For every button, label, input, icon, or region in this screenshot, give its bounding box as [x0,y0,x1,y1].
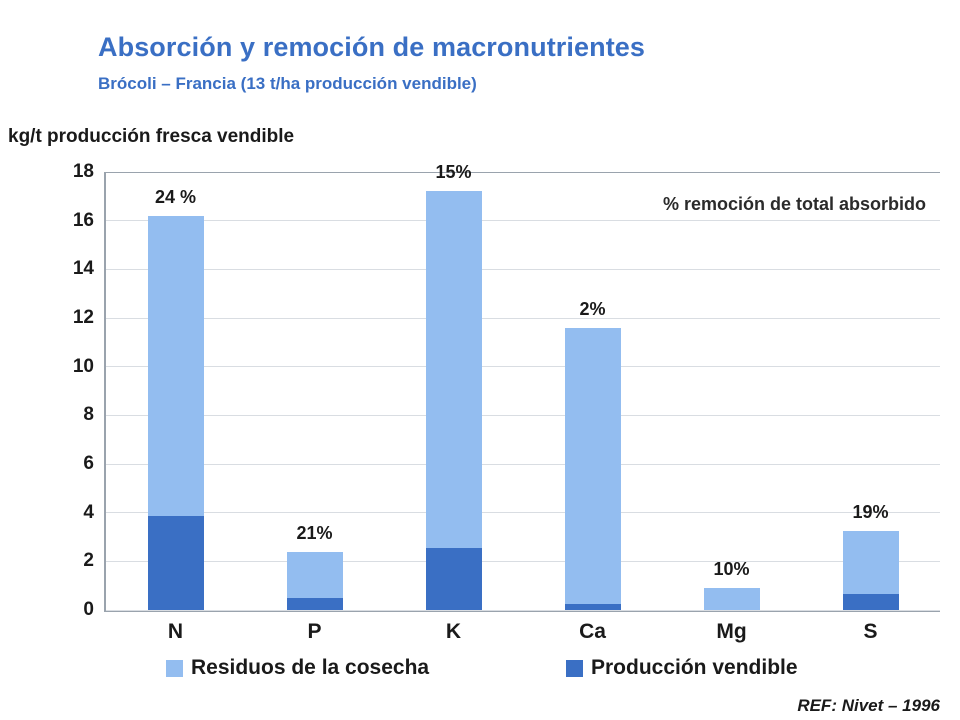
y-axis-tick-label: 10 [72,355,94,377]
y-axis-tick-label: 14 [72,258,94,280]
y-axis-tick-label: 0 [83,599,94,620]
bar-data-label: 2% [579,298,606,319]
bar-segment-produccion[interactable] [148,516,204,610]
legend-item-label: Producción vendible [591,656,798,679]
bar-group [245,172,384,643]
bar-group [801,172,940,643]
legend-swatch-icon [166,660,183,677]
bar-data-label: 24 % [154,186,197,207]
y-axis-tick-label: 4 [83,501,94,523]
x-axis-tick-label: P [307,620,322,643]
y-axis-tick-label: 12 [72,307,94,328]
x-axis-tick-label: Ca [579,620,606,643]
page-title: Absorción y remoción de macronutrientes [98,32,646,62]
bar-segment-residuos[interactable] [704,588,760,610]
y-axis-tick-label: 18 [72,161,94,182]
bar-segment-residuos[interactable] [287,552,343,598]
x-axis-tick-label: S [863,620,878,643]
bar-data-label: 15% [435,162,472,183]
y-axis-tick-label: 16 [72,209,94,231]
bar-group [523,172,662,643]
bar-group [106,172,245,643]
legend-item-label: Residuos de la cosecha [191,656,430,679]
bar-group [662,172,801,643]
bar-segment-produccion[interactable] [426,548,482,610]
x-axis-tick-label: N [167,620,184,643]
bar-data-label: 19% [852,501,889,522]
bar-segment-residuos[interactable] [565,328,621,604]
chart-legend [104,656,940,686]
bar-segment-residuos[interactable] [426,191,482,547]
page-subtitle: Brócoli – Francia (13 t/ha producción vendible) [98,74,477,93]
bar-segment-produccion[interactable] [287,598,343,610]
legend-item-residuos [166,656,429,680]
bar-data-label: 21% [296,522,333,543]
source-reference: REF: Nivet – 1996 [797,696,940,715]
x-axis-tick-label: Mg [716,620,747,643]
bar-segment-residuos[interactable] [148,216,204,517]
x-axis-tick-label: K [445,620,462,643]
chart-annotation: % remoción de total absorbido [662,194,926,214]
bar-segment-produccion[interactable] [843,594,899,610]
y-axis-tick-label: 2 [83,550,94,572]
bar-group [384,162,523,643]
chart-plot-area [72,161,940,643]
legend-swatch-icon [566,660,583,677]
y-axis-caption: kg/t producción fresca vendible [8,126,295,147]
y-axis-tick-label: 8 [83,404,94,426]
legend-item-produccion [566,656,798,680]
bar-segment-produccion[interactable] [565,604,621,610]
bar-segment-residuos[interactable] [843,531,899,594]
bar-data-label: 10% [713,559,750,580]
y-axis-tick-label: 6 [83,453,94,474]
